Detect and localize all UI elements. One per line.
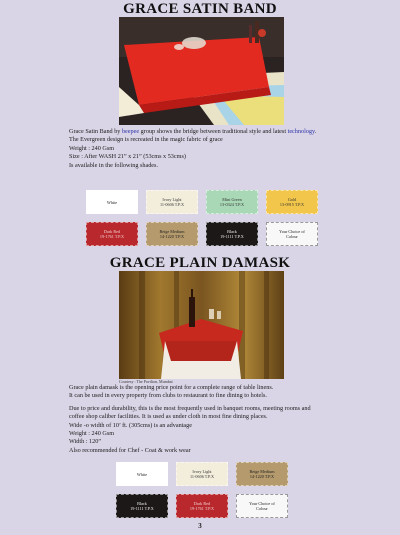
damask-recommendation: Also recommended for Chef - Coat & work wear bbox=[69, 446, 191, 454]
swatch-code: 19-1761 T.P.X bbox=[189, 506, 215, 511]
damask-line-4: coffee shop caliber facilities. It is used as under cloth in most fine dining places. bbox=[69, 413, 268, 421]
swatch-name: Beige Medium bbox=[159, 229, 185, 234]
swatch-ivory-light bbox=[176, 462, 228, 486]
swatch-beige-medium bbox=[236, 462, 288, 486]
swatch-name: White bbox=[136, 471, 148, 477]
swatch-custom-colour bbox=[236, 494, 288, 518]
swatch-black bbox=[206, 222, 258, 246]
swatch-name: Your Choice of bbox=[249, 501, 275, 506]
swatch-mint-green bbox=[206, 190, 258, 214]
swatch-code: Colour bbox=[256, 506, 268, 511]
damask-line-1: Grace plain damask is the opening price point for a complete range of table linens. bbox=[69, 384, 274, 391]
swatch-name: Gold bbox=[287, 197, 297, 202]
satin-band-table-photo bbox=[119, 17, 284, 125]
section-title-satin-band: GRACE SATIN BAND bbox=[123, 1, 277, 17]
swatch-gold bbox=[266, 190, 318, 214]
swatch-white bbox=[86, 190, 138, 214]
damask-weight: Weight : 240 Gsm bbox=[69, 430, 115, 438]
plain-damask-photo-graphic bbox=[119, 271, 284, 379]
swatch-code: 11-0606 T.P.X bbox=[189, 474, 214, 479]
satin-band-intro bbox=[69, 128, 369, 136]
swatch-dark-red bbox=[86, 222, 138, 246]
intro-text-end: . bbox=[314, 128, 317, 135]
swatch-ivory-light bbox=[146, 190, 198, 214]
swatch-name: Dark Red bbox=[103, 229, 121, 234]
swatch-code: Colour bbox=[286, 234, 298, 239]
swatch-code: 19-1111 T.P.X bbox=[220, 234, 244, 239]
swatch-name: Your Choice of bbox=[279, 229, 305, 234]
section-title-plain-damask: GRACE PLAIN DAMASK bbox=[109, 255, 291, 271]
swatch-black bbox=[116, 494, 168, 518]
swatch-code: 14-1220 T.P.X bbox=[249, 474, 275, 479]
satin-band-availability: Is available in the following shades. bbox=[69, 161, 159, 169]
swatch-code: 11-0606 T.P.X bbox=[159, 202, 184, 207]
swatch-code: 19-1111 T.P.X bbox=[130, 506, 154, 511]
swatch-code: 13-0324 T.P.X bbox=[219, 202, 245, 207]
swatch-name: Black bbox=[137, 501, 147, 506]
swatch-name: Mint Green bbox=[222, 197, 242, 202]
satin-band-description bbox=[69, 128, 369, 170]
swatch-name: Ivory Light bbox=[162, 197, 182, 202]
satin-band-photo-graphic bbox=[119, 17, 284, 125]
swatch-name: Ivory Light bbox=[192, 469, 212, 474]
swatch-custom-colour bbox=[266, 222, 318, 246]
swatch-name: White bbox=[106, 199, 118, 205]
plain-damask-table-photo bbox=[119, 271, 284, 379]
intro-text-b: group shows the bridge between traditional style and latest bbox=[139, 128, 288, 135]
swatch-beige-medium bbox=[146, 222, 198, 246]
damask-line-5: Wide -o width of 10’ ft. (305cms) is an advantage bbox=[69, 421, 193, 429]
photo-credit: Courtesy : The Pavilion, Mumbai bbox=[119, 379, 173, 384]
swatch-white bbox=[116, 462, 168, 486]
damask-line-2: It can be used in every property from clubs to restaurant to fine dining to hotels. bbox=[69, 392, 267, 400]
satin-band-line-2: The Evergreen design is recreated in the magic fabric of grace bbox=[69, 136, 223, 144]
page-number: 3 bbox=[198, 522, 202, 530]
swatch-code: 13-0915 T.P.X bbox=[279, 202, 305, 207]
satin-band-weight: Weight : 240 Gsm bbox=[69, 144, 115, 152]
satin-band-size: Size : After WASH 21” x 21” (53cms x 53cms) bbox=[69, 153, 186, 161]
swatch-name: Dark Red bbox=[193, 501, 211, 506]
swatch-dark-red bbox=[176, 494, 228, 518]
intro-text-a: Grace Satin Band by bbox=[69, 128, 122, 135]
swatch-name: Beige Medium bbox=[249, 469, 275, 474]
damask-line-3: Due to price and durability, this is the most frequently used in banquet rooms, meeting rooms and bbox=[69, 404, 311, 412]
swatch-code: 19-1761 T.P.X bbox=[99, 234, 125, 239]
swatch-name: Black bbox=[227, 229, 237, 234]
technology-link[interactable]: technology bbox=[287, 128, 315, 135]
swatch-code: 14-1220 T.P.X bbox=[159, 234, 185, 239]
plain-damask-description bbox=[69, 384, 379, 455]
beepee-link[interactable]: beepee bbox=[121, 128, 140, 135]
damask-width: Width : 120” bbox=[69, 438, 102, 446]
